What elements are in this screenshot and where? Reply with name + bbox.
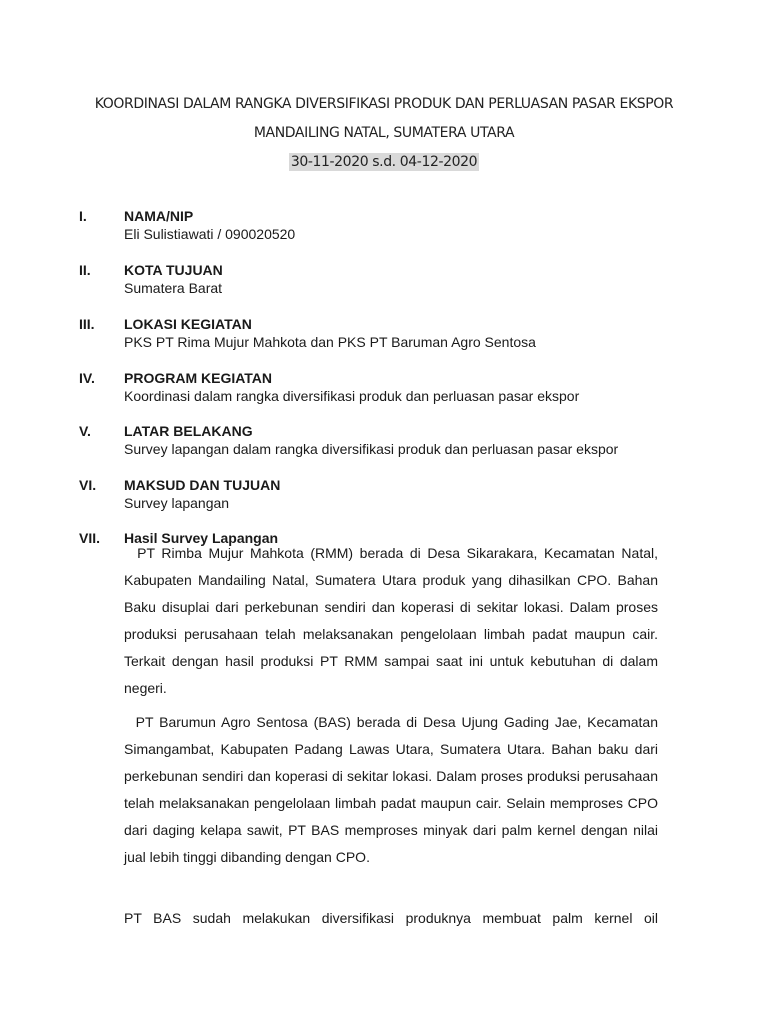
header-location: MANDAILING NATAL, SUMATERA UTARA bbox=[253, 125, 515, 141]
section-title: Hasil Survey Lapangan bbox=[124, 530, 279, 546]
section-value: Survey lapangan bbox=[124, 495, 230, 511]
section-value: Eli Sulistiawati / 090020520 bbox=[124, 226, 296, 242]
section-value: Koordinasi dalam rangka diversifikasi produk dan perluasan pasar ekspor bbox=[124, 388, 580, 404]
paragraph-bas-diversifikasi: PT BAS sudah melakukan diversifikasi produknya membuat palm kernel oil bbox=[124, 910, 658, 926]
section-title: PROGRAM KEGIATAN bbox=[124, 370, 273, 386]
section-title: NAMA/NIP bbox=[124, 208, 194, 224]
section-number: V. bbox=[79, 423, 91, 439]
section-number: II. bbox=[79, 262, 91, 278]
section-value: PKS PT Rima Mujur Mahkota dan PKS PT Baruman Agro Sentosa bbox=[124, 334, 536, 350]
header-date: 30-11-2020 s.d. 04-12-2020 bbox=[290, 154, 478, 170]
section-number: IV. bbox=[79, 370, 95, 386]
section-number: III. bbox=[79, 316, 95, 332]
header-date-line bbox=[0, 148, 768, 177]
section-title: LOKASI KEGIATAN bbox=[124, 316, 252, 332]
section-title: MAKSUD DAN TUJUAN bbox=[124, 477, 281, 493]
section-number: I. bbox=[79, 208, 87, 224]
paragraph-bas: PT Barumun Agro Sentosa (BAS) berada di Desa Ujung Gading Jae, Kecamatan Simangambat, Kabupaten Padang Lawas Utara, Sumatera Utara. Bahan baku dari perkebunan sendiri dan koperasi di sekitar lokasi. Dalam proses produksi perusahaan telah melaksanakan pengelolaan limbah padat maupun cair. Selain memproses CPO dari daging kelapa sawit, PT BAS memproses minyak dari palm kernel dengan nilai jual lebih tinggi dibanding dengan CPO. bbox=[124, 714, 658, 865]
section-number: VI. bbox=[79, 477, 97, 493]
section-value: Survey lapangan dalam rangka diversifikasi produk dan perluasan pasar ekspor bbox=[124, 441, 619, 457]
section-value: Sumatera Barat bbox=[124, 280, 223, 296]
document-header bbox=[0, 90, 768, 177]
header-title: KOORDINASI DALAM RANGKA DIVERSIFIKASI PRODUK DAN PERLUASAN PASAR EKSPOR bbox=[94, 96, 674, 112]
section-number: VII. bbox=[79, 530, 101, 546]
section-title: LATAR BELAKANG bbox=[124, 423, 253, 439]
section-title: KOTA TUJUAN bbox=[124, 262, 223, 278]
paragraph-rmm: PT Rimba Mujur Mahkota (RMM) berada di Desa Sikarakara, Kecamatan Natal, Kabupaten Mandailing Natal, Sumatera Utara produk yang dihasilkan CPO. Bahan Baku disuplai dari perkebunan sendiri dan koperasi di sekitar lokasi. Dalam proses produksi perusahaan telah melaksanakan pengelolaan limbah padat maupun cair. Terkait dengan hasil produksi PT RMM sampai saat ini untuk kebutuhan di dalam negeri. bbox=[124, 545, 658, 696]
